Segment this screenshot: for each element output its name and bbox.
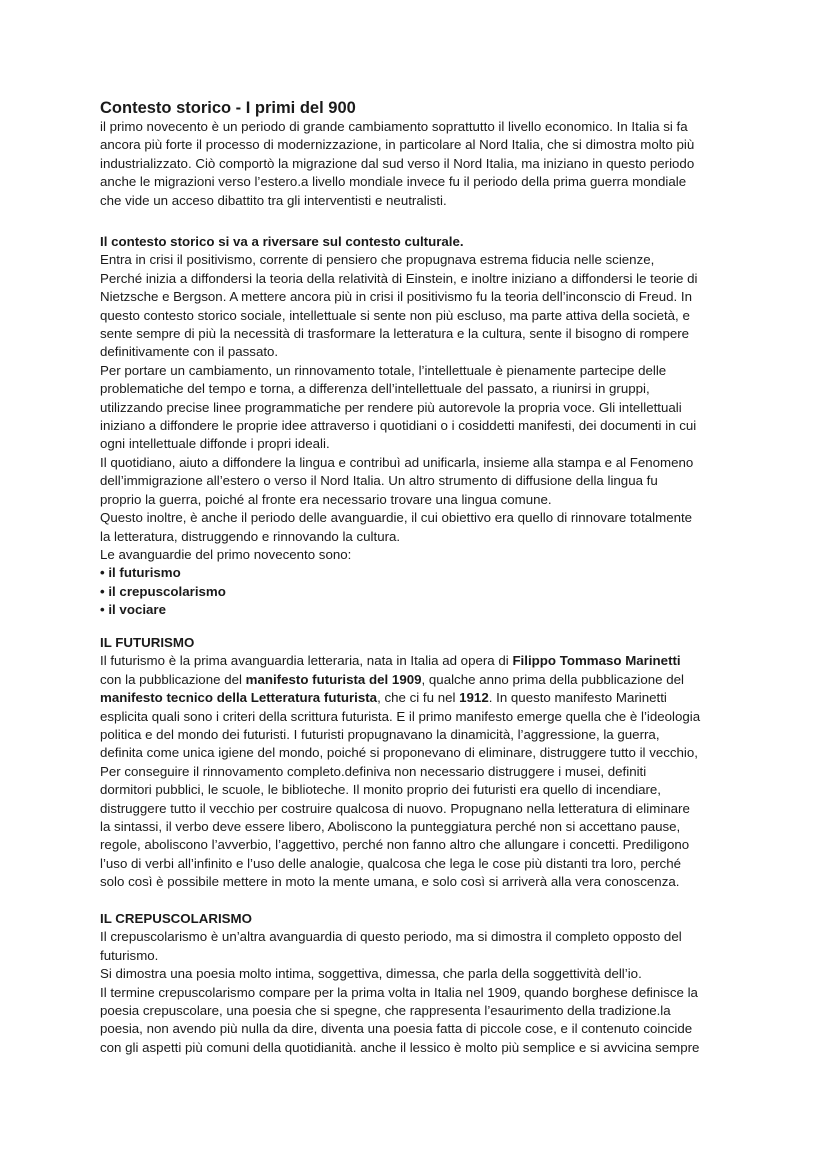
text-line xyxy=(100,270,697,288)
text-line xyxy=(100,965,699,983)
text-line xyxy=(100,689,700,707)
text-line xyxy=(100,708,700,726)
text-segment: esplicita quali sono i criteri della scrittura futurista. E il primo manifesto emerge quella che è l’ideologia xyxy=(100,708,701,724)
text-segment: con la pubblicazione del xyxy=(100,671,246,687)
bold-text: Il contesto storico si va a riversare sul contesto culturale. xyxy=(100,234,464,249)
text-line xyxy=(100,417,697,435)
bold-text: manifesto futurista del 1909 xyxy=(245,671,422,687)
text-segment: Si dimostra una poesia molto intima, soggettiva, dimessa, che parla della soggettività dell’io. xyxy=(100,966,642,982)
text-line xyxy=(100,800,700,818)
text-line xyxy=(100,528,697,546)
text-segment: questo contesto storico sociale, intellettuale si sente non più escluso, ma parte attiva della società, e xyxy=(100,307,690,323)
text-line xyxy=(100,307,697,325)
text-segment: poesia crepuscolare, una poesia che si spegne, che rappresenta l’esaurimento della tradizione.la xyxy=(100,1003,671,1019)
text-line xyxy=(100,601,697,619)
text-line xyxy=(100,1020,699,1038)
bold-text: manifesto tecnico della Letteratura futurista xyxy=(100,690,378,706)
text-line xyxy=(100,380,697,398)
section-crepuscolarismo xyxy=(100,910,699,1057)
text-segment: industrializzato. Ciò comportò la migrazione dal sud verso il Nord Italia, ma iniziano in questo periodo xyxy=(100,155,695,171)
text-segment: Perché inizia a diffondersi la teoria della relatività di Einstein, e inoltre iniziano a diffondersi le teorie di xyxy=(100,270,698,286)
text-segment: politica e del mondo dei futuristi. I futuristi propugnavano la dinamicità, l’aggressione, la guerra, xyxy=(100,727,660,743)
text-segment: con gli aspetti più comuni della quotidianità. anche il lessico è molto più semplice e si avvicina sempre xyxy=(100,1039,700,1055)
text-line xyxy=(100,491,697,509)
text-segment: dell’immigrazione all’estero o verso il Nord Italia. Un altro strumento di diffusione della lingua fu xyxy=(100,473,658,489)
text-segment: la letteratura, distruggendo e rinnovando la cultura. xyxy=(100,528,401,544)
bold-text: 1912 xyxy=(459,690,489,706)
text-line xyxy=(100,1002,699,1020)
text-line xyxy=(100,136,694,154)
text-segment: ancora più forte il processo di modernizzazione, in particolare al Nord Italia, che si dimostra molto più xyxy=(100,137,695,153)
bold-text: • il futurismo xyxy=(100,565,181,581)
text-segment: definita come unica igiene del mondo, poiché si proponevano di eliminare, distruggere tutto il vecchio, xyxy=(100,745,698,761)
text-line xyxy=(100,836,700,854)
text-line xyxy=(100,192,694,210)
text-segment: Le avanguardie del primo novecento sono: xyxy=(100,546,352,562)
bold-text: • il crepuscolarismo xyxy=(100,583,226,599)
section-futurismo xyxy=(100,634,700,892)
text-line xyxy=(100,435,697,453)
text-line xyxy=(100,564,697,582)
text-line xyxy=(100,910,699,928)
text-segment: proprio la guerra, poiché al fronte era necessario trovare una lingua comune. xyxy=(100,491,552,507)
text-line xyxy=(100,763,700,781)
text-segment: dormitori pubblici, le scuole, le biblioteche. Il monito proprio dei futuristi era quello di incendiare, xyxy=(100,782,661,798)
bold-text: • il vociare xyxy=(100,602,167,618)
text-line xyxy=(100,454,697,472)
text-segment: la sintassi, il verbo deve essere libero, Aboliscono la punteggiatura perché non si accettano pause, xyxy=(100,819,681,835)
text-line xyxy=(100,583,697,601)
text-line xyxy=(100,118,694,136)
text-line xyxy=(100,343,697,361)
text-line xyxy=(100,928,699,946)
bold-text: IL CREPUSCOLARISMO xyxy=(100,911,252,926)
text-segment: sente sempre di più la necessità di trasformare la letteratura e la cultura, sente il bisogno di rompere xyxy=(100,326,690,342)
page-title: Contesto storico - I primi del 900 xyxy=(100,99,356,117)
text-line xyxy=(100,173,694,191)
text-line xyxy=(100,399,697,417)
text-line xyxy=(100,855,700,873)
bold-text: Filippo Tommaso Marinetti xyxy=(512,653,681,669)
section-cultural-context xyxy=(100,233,697,620)
text-line xyxy=(100,1039,699,1057)
text-segment: , che ci fu nel xyxy=(377,690,460,706)
text-segment: il primo novecento è un periodo di grande cambiamento soprattutto il livello economico. In Italia si fa xyxy=(100,119,688,134)
text-line xyxy=(100,325,697,343)
text-line xyxy=(100,288,697,306)
text-segment: , qualche anno prima della pubblicazione del xyxy=(421,671,684,687)
text-segment: Il futurismo è la prima avanguardia letteraria, nata in Italia ad opera di xyxy=(100,653,513,669)
text-line xyxy=(100,671,700,689)
section-intro xyxy=(100,118,694,210)
text-line xyxy=(100,744,700,762)
text-line xyxy=(100,251,697,269)
text-segment: Per portare un cambiamento, un rinnovamento totale, l’intellettuale è pienamente partecipe delle xyxy=(100,362,667,378)
text-line xyxy=(100,233,697,251)
text-segment: Nietzsche e Bergson. A mettere ancora più in crisi il positivismo fu la teoria dell’inconscio di Freud. In xyxy=(100,289,692,305)
text-segment: Questo inoltre, è anche il periodo delle avanguardie, il cui obiettivo era quello di rinnovare totalmente xyxy=(100,510,693,526)
text-segment: che vide un acceso dibattito tra gli interventisti e neutralisti. xyxy=(100,192,447,208)
text-segment: distruggere tutto il vecchio per costruire qualcosa di nuovo. Propugnano nella letteratura di eliminare xyxy=(100,800,690,816)
text-line xyxy=(100,726,700,744)
text-segment: utilizzando precise linee programmatiche per rendere più autorevole la propria voce. Gli intellettuali xyxy=(100,399,682,415)
text-line xyxy=(100,947,699,965)
text-segment: Il termine crepuscolarismo compare per la prima volta in Italia nel 1909, quando borghese definisce la xyxy=(100,984,698,1000)
text-line xyxy=(100,472,697,490)
text-line xyxy=(100,984,699,1002)
text-segment: ogni intellettuale diffonde i propri ideali. xyxy=(100,436,330,452)
bold-text: IL FUTURISMO xyxy=(100,635,195,650)
text-segment: solo così è possibile mettere in moto la mente umana, e solo così si arriverà alla vera conoscenza. xyxy=(100,874,680,890)
text-segment: poesia, non avendo più nulla da dire, diventa una poesia fatta di piccole cose, e il contenuto coincide xyxy=(100,1021,693,1037)
text-segment: Il quotidiano, aiuto a diffondere la lingua e contribuì ad unificarla, insieme alla stampa e al Fenomeno xyxy=(100,454,694,470)
text-segment: regole, aboliscono l’avverbio, l’aggettivo, perché non fanno altro che allungare i concetti. Prediligono xyxy=(100,837,690,853)
text-segment: problematiche del tempo e torna, a differenza dell’intellettuale del passato, a riunirsi in gruppi, xyxy=(100,381,650,397)
text-segment: definitivamente con il passato. xyxy=(100,344,279,360)
text-segment: . In questo manifesto Marinetti xyxy=(488,690,667,706)
text-line xyxy=(100,509,697,527)
text-segment: anche le migrazioni verso l’estero.a livello mondiale invece fu il periodo della prima guerra mondiale xyxy=(100,174,687,190)
text-line xyxy=(100,873,700,891)
text-segment: Entra in crisi il positivismo, corrente di pensiero che propugnava estrema fiducia nelle scienze, xyxy=(100,252,655,268)
text-line xyxy=(100,652,700,670)
text-segment: futurismo. xyxy=(100,947,159,963)
text-line xyxy=(100,155,694,173)
text-line xyxy=(100,781,700,799)
text-segment: Per conseguire il rinnovamento completo.definiva non necessario distruggere i musei, definiti xyxy=(100,763,647,779)
text-line xyxy=(100,362,697,380)
text-line xyxy=(100,546,697,564)
text-segment: l’uso di verbi all’infinito e l’uso delle analogie, qualcosa che lega le cose più distanti tra loro, perché xyxy=(100,855,681,871)
text-segment: Il crepuscolarismo è un’altra avanguardia di questo periodo, ma si dimostra il completo opposto del xyxy=(100,929,682,945)
text-line xyxy=(100,634,700,652)
text-line xyxy=(100,818,700,836)
text-segment: iniziano a diffondere le proprie idee attraverso i quotidiani o i cosiddetti manifesti, dei documenti in cui xyxy=(100,418,697,434)
